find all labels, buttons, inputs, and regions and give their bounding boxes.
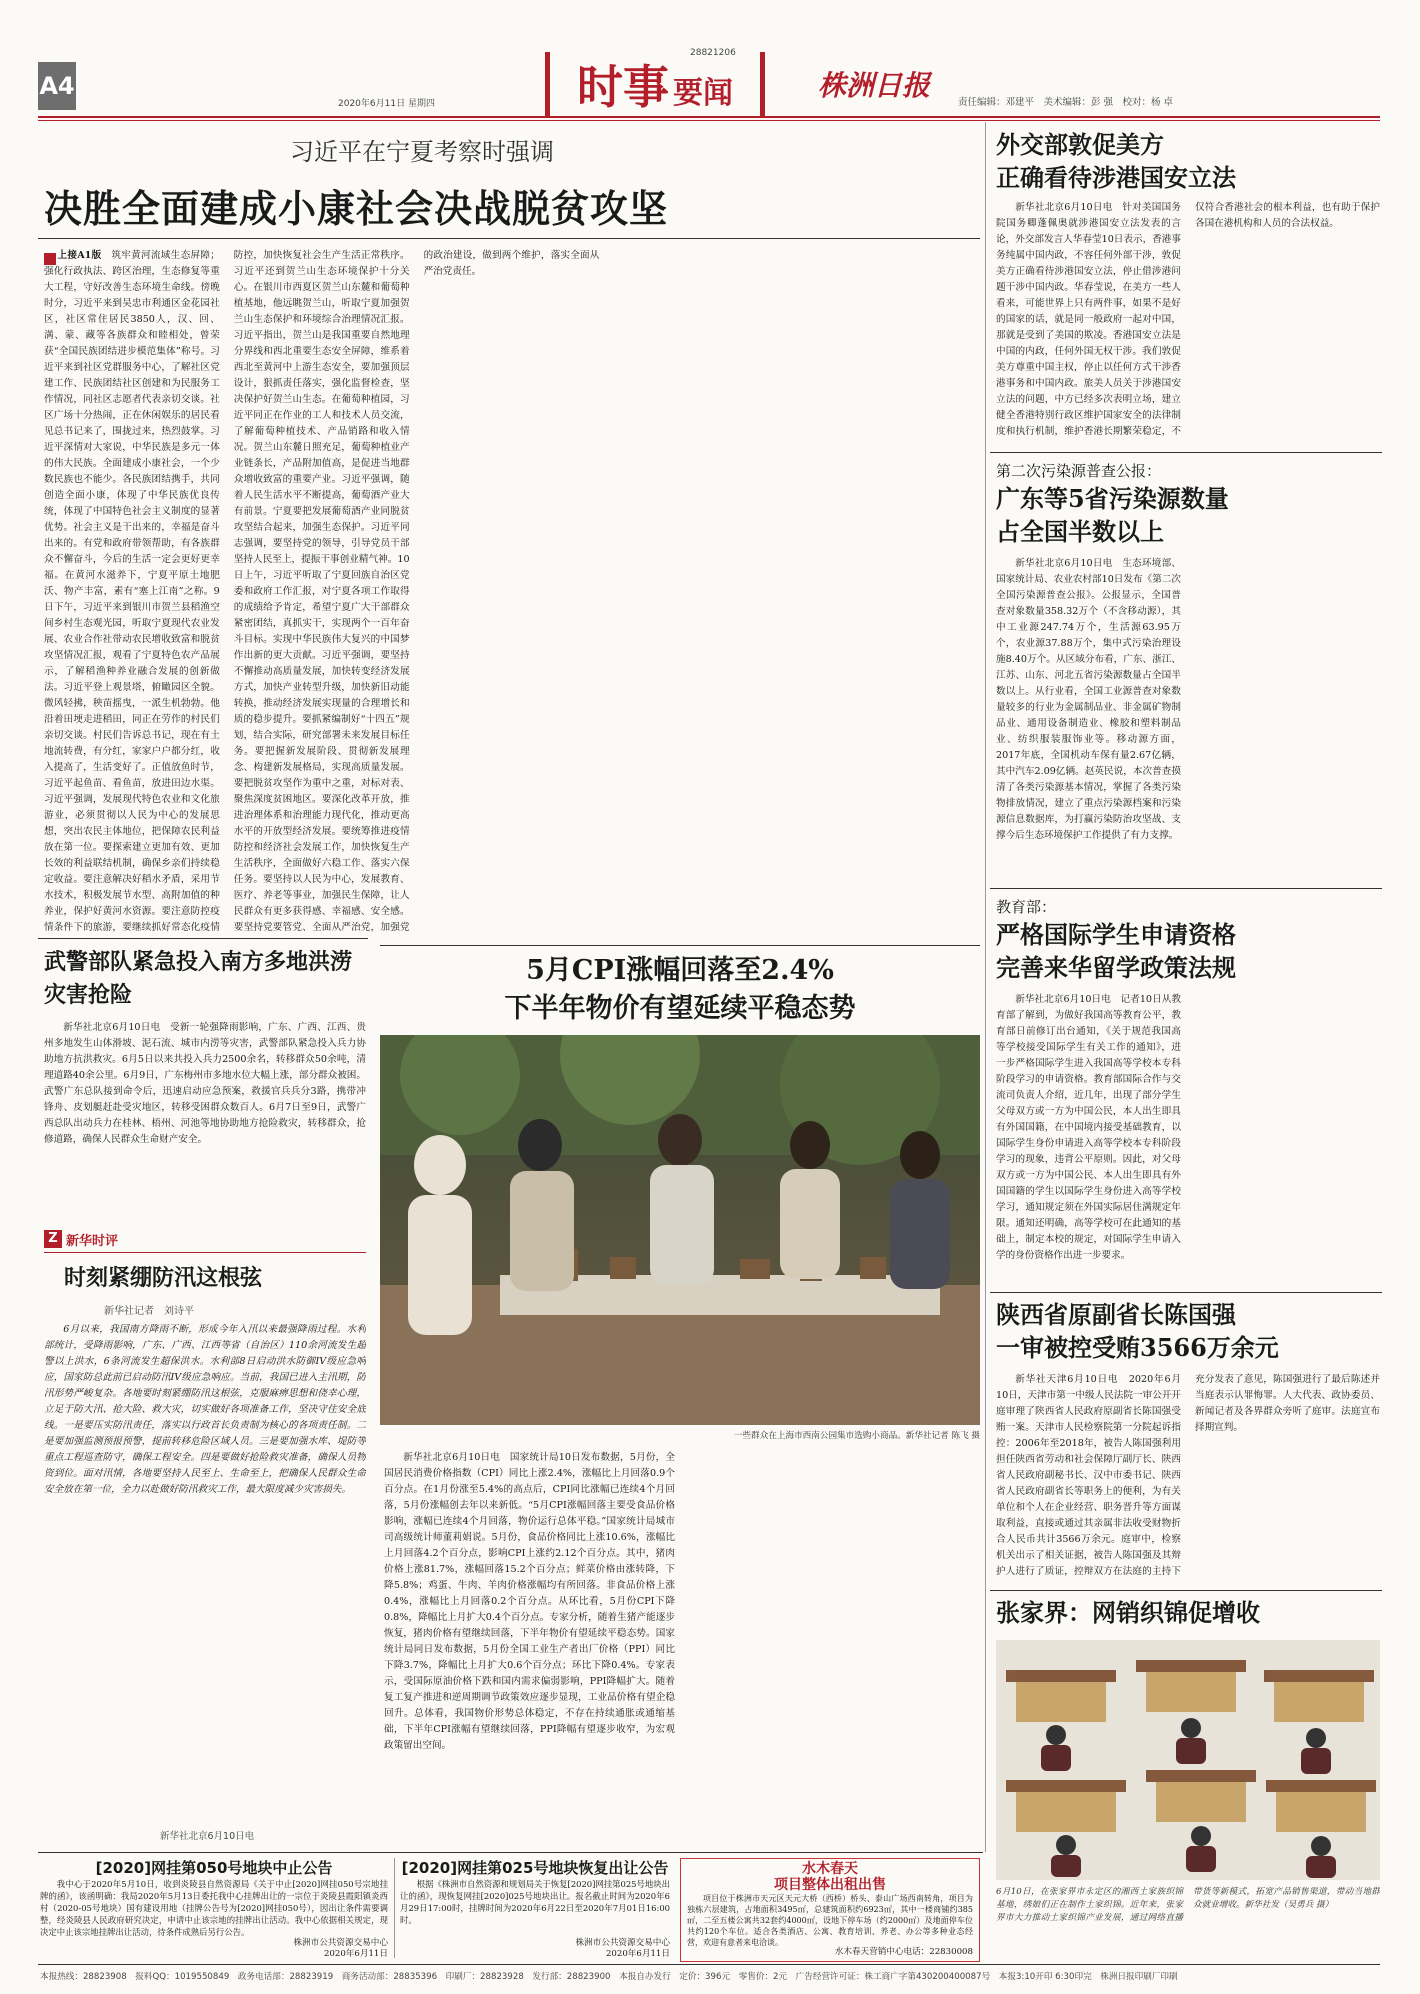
notice-025 — [400, 1858, 670, 1963]
masthead-rule-thin — [38, 120, 1380, 121]
notice-050-title: [2020]网挂第050号地块中止公告 — [95, 1859, 333, 1877]
notice-shuimu-text: 项目位于株洲市天元区天元大桥（西桥）桥头、泰山广场西南转角，项目为独栋六层建筑，占地面积3495㎡，总建筑面积约6923㎡，其中一楼商铺约385㎡，二至五楼公寓共32套约4000㎡，设地下停车场（约2000㎡）及地面停车位共约120个车位。适合各类酒店、公寓、教育培训、养老、办公等多种业态经营，欢迎有意者来电洽谈。 — [687, 1894, 973, 1947]
rule — [44, 1252, 366, 1253]
xinhua-byline: 新华社记者 刘诗平 — [104, 1306, 194, 1317]
education-title-line2: 完善来华留学政策法规 — [996, 953, 1236, 982]
cpi-photo — [380, 1035, 980, 1425]
lead-tag: 上接A1版 — [57, 250, 102, 261]
pollution-text: 新华社北京6月10日电 生态环境部、国家统计局、农业农村部10日发布《第二次全国污染源普查公报》。公报显示，全国普查对象数量358.32万个（不含移动源），其中工业源247.74万个，生活源63.95万个，农业源37.88万个，集中式污染治理设施8.40万个。从区域分布看，广东、浙江、江苏、山东、河北五省污染源数量占全国半数以上。从行业看，全国工业源普查对象数量较多的行业为金属制品业、非金属矿物制品业、通用设备制造业、橡胶和塑料制品业、纺织服装服饰业等。移动源方面，2017年底，全国机动车保有量2.67亿辆，其中汽车2.09亿辆。赵英民说，本次普查摸清了各类污染源基本情况，掌握了各类污染物排放情况，建立了重点污染源档案和污染源信息数据库，为打赢污染防治攻坚战、支撑今后生态环境保护工作提供了有力支撑。 — [996, 558, 1181, 841]
rule — [990, 1292, 1382, 1293]
masthead-rule — [38, 116, 1380, 118]
notice-050-date: 2020年6月11日 — [323, 1949, 388, 1959]
pollution-body — [996, 556, 1380, 880]
zjj-caption-text: 6月10日，在张家界市永定区的湘西土家族织锦基地，绣娘们正在制作土家织锦。近年来，张家界市大力推动土家织锦产业发展，通过网络直播带货等新模式，拓宽产品销售渠道，带动当地群众就业增收。新华社发（吴勇兵 摄） — [996, 1887, 1380, 1923]
notice-025-sign: 株洲市公共资源交易中心 — [575, 1938, 670, 1948]
zjj-headline: 张家界：网销织锦促增收 — [996, 1598, 1260, 1627]
footer-info: 本报热线：28823908 报料QQ：1019550849 政务电话部：28823919 商务活动部：28835396 印刷厂：28823928 发行部：28823900 本报自办发行 定价：396元 零售价：2元 广告经营许可证：株工商广字第430200400087号 本报3:10开印 6:30印完 株洲日报印刷厂印刷 — [40, 1972, 1178, 1982]
education-body — [996, 992, 1380, 1284]
lead-text: 筑牢黄河流域生态屏障；强化行政执法、跨区治理，生态修复等重大工程，守好改善生态环境生命线。傍晚时分，习近平来到吴忠市利通区金花园社区，社区常住居民3850人，汉、回、满、蒙、藏等各族群众和睦相处，曾荣获“全国民族团结进步模范集体”称号。习近平来到社区党群服务中心，了解社区党建工作、民族团结社区创建和为民服务工作情况，同社区志愿者代表亲切交谈。社区广场十分热闹，正在休闲娱乐的居民看见总书记来了，围拢过来，热烈鼓掌。习近平深情对大家说，中华民族是多元一体的伟大民族。全面建成小康社会，一个少数民族也不能少。各民族团结携手，共同创造全面小康，体现了中华民族优良传统，体现了中国特色社会主义制度的显著优势。社会主义是干出来的，幸福是奋斗出来的。有党和政府带领帮助，有各族群众不懈奋斗，今后的生活一定会更好更幸福。在黄河水滋养下，宁夏平原土地肥沃、物产丰富，素有“塞上江南”之称。9日下午，习近平来到银川市贺兰县稻渔空间乡村生态观光园，听取宁夏现代农业发展、农业合作社带动农民增收致富和脱贫攻坚情况汇报，观看了宁夏特色农产品展示，了解稻渔种养业融合发展的创新做法。习近平登上观景塔，俯瞰园区全貌。微风轻拂，秧苗摇曳，一派生机勃勃。他沿着田埂走进稻田，同正在劳作的村民们亲切交谈。村民们告诉总书记，现在有土地流转费，有分红，家家户户都分红，收入提高了，生活变好了。正值放鱼时节，习近平起鱼苗、看鱼苗，放进田边水渠。习近平强调，发展现代特色农业和文化旅游业，必须贯彻以人民为中心的发展思想，突出农民主体地位，把保障农民利益放在第一位。要探索建立更加有效、更加长效的利益联结机制，确保乡亲们持续稳定收益。要注意解决好稻水矛盾，采用节水技术，积极发展节水型、高附加值的种养业，保护好黄河水资源。要注意防控疫情条件下的旅游，要继续抓好常态化疫情防控，加快恢复社会生产生活正常秩序。习近平还到贺兰山生态环境保护十分关心。在银川市西夏区贺兰山东麓和葡萄种植基地，他远眺贺兰山，听取宁夏加强贺兰山生态保护和环境综合治理情况汇报。习近平指出，贺兰山是我国重要自然地理分界线和西北重要生态安全屏障，维系着西北至黄河中上游生态安全，要加强顶层设计，狠抓责任落实，强化监督检查，坚决保护好贺兰山生态。在葡萄种植园，习近平同正在作业的工人和技术人员交流，了解葡萄种植技术、产品销路和收入情况。贺兰山东麓日照充足，葡萄种植业产业链条长，产品附加值高，是促进当地群众增收致富的重要产业。习近平强调，随着人民生活水平不断提高，葡萄酒产业大有前景。宁夏要把发展葡萄酒产业同脱贫攻坚结合起来，加强生态保护。习近平同志强调，要坚持党的领导，引导党员干部坚持人民至上，提振干事创业精气神。10日上午，习近平听取了宁夏回族自治区党委和政府工作汇报，对宁夏各项工作取得的成绩给予肯定，希望宁夏广大干部群众紧密团结，真抓实干，实现两个一百年奋斗目标。实现中华民族伟大复兴的中国梦作出新的更大贡献。习近平强调，要坚持不懈推动高质量发展，加快转变经济发展方式，加快产业转型升级，加快新旧动能转换，推动经济发展实现量的合理增长和质的稳步提升。要抓紧编制好“十四五”规划，结合实际，研究部署未来发展目标任务。要把握新发展阶段、贯彻新发展理念、构建新发展格局，实现高质量发展。要把脱贫攻坚作为重中之重，对标对表、聚焦深度贫困地区。要深化改革开放，推进治理体系和治理能力现代化，推动更高水平的开放型经济发展。要统筹推进疫情防控和经济社会发展工作，加快恢复生产生活秩序，全面做好六稳工作、落实六保任务。要坚持以人民为中心，发展教育、医疗、养老等事业，加强民生保障，让人民群众有更多获得感、幸福感、安全感。要坚持党要管党、全面从严治党，加强党的政治建设，做到两个维护，落实全面从严治党责任。 — [44, 250, 600, 933]
notice-shuimu-contact: 水木春天营销中心电话：22830008 — [834, 1947, 973, 1957]
notice-050-sign: 株洲市公共资源交易中心 — [293, 1938, 388, 1948]
xinhua-headline: 时刻紧绷防汛这根弦 — [64, 1265, 263, 1291]
xinhua-dateline: 新华社北京6月10日电 — [160, 1831, 255, 1842]
rule — [380, 945, 980, 946]
wujing-text: 新华社北京6月10日电 受新一轮强降雨影响，广东、广西、江西、贵州多地发生山体滑坡、泥石流、城市内涝等灾害，武警部队紧急投入兵力协助地方抗洪救灾。6月5日以来共投入兵力2500余名，转移群众50余吨，清理道路40余公里。6月9日，广东梅州市多地水位大幅上涨，部分群众被困。武警广东总队接到命令后，迅速启动应急预案，救援官兵兵分3路，携带冲锋舟、皮划艇赶赴受灾地区，转移受困群众数百人。6月7日至9日，武警广西总队出动兵力在桂林、梧州、河池等地协助地方抢险救灾，转移群众，抢修道路，确保人民群众生命财产安全。 — [44, 1022, 366, 1145]
hotline-number: 28821206 — [690, 48, 736, 58]
newspaper-page: A4 2020年6月11日 星期四 时事 要闻 28821206 株洲日报 责任编辑：邓建平 美术编辑：彭 强 校对：杨 卓 习近平在宁夏考察时强调 决胜全面建成小康社会决战脱贫攻坚 上接A1版 筑牢黄河流域生态屏障；强化行政执法、跨区治理，生态修复等重大工程，守好改善生态环境生命线。傍晚时分，习近平来到吴忠市利通区金花园社区，社区常住居民3850人，汉、回、满、蒙、藏等各族群众和睦相处，曾荣获“全国民族团结进步模范集体”称号。习近平来到社区党群服务中心，了解社区党建工作、民族团结社区创建和为民服务工作情况，同社区志愿者代表亲切交谈。社区广场十分热闹，正在休闲娱乐的居民看见总书记来了，围拢过来，热烈鼓掌。习近平深情对大家说，中华民族是多元一体的伟大民族。全面建成小康社会，一个少数民族也不能少。各民族团结携手，共同创造全面小康，体现了中华民族优良传统，体现了中国特色社会主义制度的显著优势。社会主义是干出来的，幸福是奋斗出来的。有党和政府带领帮助，有各族群众不懈奋斗，今后的生活一定会更好更幸福。在黄河水滋养下，宁夏平原土地肥沃、物产丰富，素有“塞上江南”之称。9日下午，习近平来到银川市贺兰县稻渔空间乡村生态观光园，听取宁夏现代农业发展、农业合作社带动农民增收致富和脱贫攻坚情况汇报，观看了宁夏特色农产品展示，了解稻渔种养业融合发展的创新做法。习近平登上观景塔，俯瞰园区全貌。微风轻拂，秧苗摇曳，一派生机勃勃。他沿着田埂走进稻田，同正在劳作的村民们亲切交谈。村民们告诉总书记，现在有土地流转费，有分红，家家户户都分红，收入提高了，生活变好了。正值放鱼时节，习近平起鱼苗、看鱼苗，放进田边水渠。习近平强调，发展现代特色农业和文化旅游业，必须贯彻以人民为中心的发展思想，突出农民主体地位，把保障农民利益放在第一位。要探索建立更加有效、更加长效的利益联结机制，确保乡亲们持续稳定收益。要注意解决好稻水矛盾，采用节水技术，积极发展节水型、高附加值的种养业，保护好黄河水资源。要注意防控疫情条件下的旅游，要继续抓好常态化疫情防控，加快恢复社会生产生活正常秩序。习近平还到贺兰山生态环境保护十分关心。在银川市西夏区贺兰山东麓和葡萄种植基地，他远眺贺兰山，听取宁夏加强贺兰山生态保护和环境综合治理情况汇报。习近平指出，贺兰山是我国重要自然地理分界线和西北重要生态安全屏障，维系着西北至黄河中上游生态安全，要加强顶层设计，狠抓责任落实，强化监督检查，坚决保护好贺兰山生态。在葡萄种植园，习近平同正在作业的工人和技术人员交流，了解葡萄种植技术、产品销路和收入情况。贺兰山东麓日照充足，葡萄种植业产业链条长，产品附加值高，是促进当地群众增收致富的重要产业。习近平强调，随着人民生活水平不断提高，葡萄酒产业大有前景。宁夏要把发展葡萄酒产业同脱贫攻坚结合起来，加强生态保护。习近平同志强调，要坚持党的领导，引导党员干部坚持人民至上，提振干事创业精气神。10日上午，习近平听取了宁夏回族自治区党委和政府工作汇报，对宁夏各项工作取得的成绩给予肯定，希望宁夏广大干部群众紧密团结，真抓实干，实现两个一百年奋斗目标。实现中华民族伟大复兴的中国梦作出新的更大贡献。习近平强调，要坚持不懈推动高质量发展，加快转变经济发展方式，加快产业转型升级，加快新旧动能转换，推动经济发展实现量的合理增长和质的稳步提升。要抓紧编制好“十四五”规划，结合实际，研究部署未来发展目标任务。要把握新发展阶段、贯彻新发展理念、构建新发展格局，实现高质量发展。要把脱贫攻坚作为重中之重，对标对表、聚焦深度贫困地区。要深化改革开放，推进治理体系和治理能力现代化，推动更高水平的开放型经济发展。要统筹推进疫情防控和经济社会发展工作，加快恢复生产生活秩序，全面做好六稳工作、落实六保任务。要坚持以人民为中心，发展教育、医疗、养老等事业，加强民生保障，让人民群众有更多获得感、幸福感、安全感。要坚持党要管党、全面从严治党，加强党的政治建设，做到两个维护，落实全面从严治党责任。 武警部队紧急投入南方多地洪涝灾害抢险 新华社北京6月10日电 受新一轮强降雨影响，广东、广西、江西、贵州多地发生山体滑坡、泥石流、城市内涝等灾害，武警部队紧急投入兵力协助地方抗洪救灾。6月5日以来共投入兵力2500余名，转移群众50余吨，清理道路40余公里。6月9日，广东梅州市多地水位大幅上涨，部分群众被困。武警广东总队接到命令后，迅速启动应急预案，救援官兵兵分3路，携带冲锋舟、皮划艇赶赴受灾地区，转移受困群众数百人。6月7日至9日，武警广西总队出动兵力在桂林、梧州、河池等地协助地方抢险救灾，转移群众，抢修道路，确保人民群众生命财产安全。 Z 新华时评 时刻紧绷防汛这根弦 新华社记者 刘诗平 6月以来，我国南方降雨不断，形成今年入汛以来最强降雨过程。水利部统计，受降雨影响，广东、广西、江西等省（自治区）110余河流发生超警以上洪水，6条河流发生超保洪水。水利部8日启动洪水防御IV级应急响应，国家防总此前已启动防汛IV级应急响应。当前，我国已进入主汛期，防汛形势严峻复杂。各地要时刻紧绷防汛这根弦，克服麻痹思想和侥幸心理，立足于防大汛、抢大险、救大灾，切实做好各项准备工作，坚决守住安全底线。一是要压实防汛责任，落实以行政首长负责制为核心的各项责任制。二是要加强监测预报预警，提前转移危险区域人员。三是要加强水库、堤防等重点工程巡查防守，确保工程安全。四是要做好抢险救灾准备，确保人员物资到位。面对汛情，各地要坚持人民至上、生命至上，把确保人民群众生命安全放在第一位，全力以赴做好防汛救灾工作，最大限度减少灾害损失。 新华社北京6月10日电 5月CPI涨幅回落至2.4% 下半年物价有望延续平稳态势 一些群众在上海市西南公园集市选购小商品。新华社记者 陈飞 摄 新华社北京6月10日电 国家统计局10日发布数据，5月份，全国居民消费价格指数（CPI）同比上涨2.4%，涨幅比上月回落0.9个百分点。在1月份涨至5.4%的高点后，CPI同比涨幅已连续4个月回落，5月份涨幅创去年以来新低。“5月CPI涨幅回落主要受食品价格影响，涨幅已连续4个月回落，物价运行总体平稳。”国家统计局城市司高级统计师董莉娟说。5月份，食品价格同比上涨10.6%，涨幅比上月回落4.2个百分点，影响CPI上涨约2.12个百分点。其中，猪肉价格上涨81.7%，涨幅回落15.2个百分点；鲜菜价格由涨转降，下降5.8%；鸡蛋、牛肉、羊肉价格涨幅均有所回落。非食品价格上涨0.4%，涨幅比上月回落0.2个百分点。从环比看，5月份CPI下降0.8%，降幅比上月扩大0.4个百分点。专家分析，随着生猪产能逐步恢复，猪肉价格有望继续回落，下半年物价有望延续平稳态势。国家统计局同日发布数据，5月份全国工业生产者出厂价格（PPI）同比下降3.7%，降幅比上月扩大0.6个百分点；环比下降0.4%。专家表示，受国际原油价格下跌和国内需求偏弱影响，PPI降幅扩大。随着复工复产推进和逆周期调节政策效应逐步显现，工业品价格有望企稳回升。总体看，我国物价形势总体稳定，不存在持续通胀或通缩基础，下半年CPI涨幅有望继续回落，PPI降幅有望逐步收窄，为宏观政策留出空间。 外交部敦促美方 正确看待涉港国安立法 新华社北京6月10日电 针对美国国务院国务卿蓬佩奥就涉港国安立法发表的言论，外交部发言人华春莹10日表示，香港事务纯属中国内政，不容任何外部干涉，敦促美方正确看待涉港国安立法，停止借涉港问题干涉中国内政。华春莹说，在美方一些人看来，可能世界上只有两件事，如果不是好的国家的话，就是同一般政府一起对中国，那就是受到了美国的欺凌。香港国安立法是中国的内政，任何外国无权干涉。我们敦促美方尊重中国主权，停止以任何方式干涉香港事务和中国内政。旅美人员关于涉港国安立法的问题，中方已经多次表明立场，建立健全香港特别行政区维护国家安全的法律制度和执行机制，维护香港长期繁荣稳定，不仅符合香港社会的根本利益，也有助于保护各国在港机构和人员的合法权益。 第二次污染源普查公报： 广东等5省污染源数量 占全国半数以上 新华社北京6月10日电 生态环境部、国家统计局、农业农村部10日发布《第二次全国污染源普查公报》。公报显示，全国普查对象数量358.32万个（不含移动源），其中工业源247.74万个，生活源63.95万个，农业源37.88万个，集中式污染治理设施8.40万个。从区域分布看，广东、浙江、江苏、山东、河北五省污染源数量占全国半数以上。从行业看，全国工业源普查对象数量较多的行业为金属制品业、非金属矿物制品业、通用设备制造业、橡胶和塑料制品业、纺织服装服饰业等。移动源方面，2017年底，全国机动车保有量2.67亿辆，其中汽车2.09亿辆。赵英民说，本次普查摸清了各类污染源基本情况，掌握了各类污染物排放情况，建立了重点污染源档案和污染源信息数据库，为打赢污染防治攻坚战、支撑今后生态环境保护工作提供了有力支撑。 教育部： 严格国际学生申请资格 完善来华留学政策法规 新华社北京6月10日电 记者10日从教育部了解到，为做好我国高等教育公平，教育部日前修订出台通知，《关于规范我国高等学校接受国际学生有关工作的通知》，进一步严格国际学生进入我国高等学校本专科阶段学习的申请资格。教育部国际合作与交流司负责人介绍，近几年，出现了部分学生父母双方或一方为中国公民，本人出生即具有外国国籍，在中国境内接受基础教育，以国际学生身份申请进入高等学校本专科阶段学习的现象，违背公平原则。因此，对父母双方或一方为中国公民、本人出生即具有外国国籍的学生以国际学生身份进入高等学校学习，通知规定须在外国实际居住满规定年限。通知还明确，高等学校可在此通知的基础上，制定本校的规定，对国际学生申请入学的身份资格作出进一步要求。 陕西省原副省长陈国强 一审被控受贿3566万余元 新华社天津6月10日电 2020年6月10日，天津市第一中级人民法院一审公开开庭审理了陕西省人民政府原副省长陈国强受贿一案。天津市人民检察院第一分院起诉指控：2006年至2018年，被告人陈国强利用担任陕西省劳动和社会保障厅副厅长、陕西省人民政府副秘书长、汉中市委书记、陕西省人民政府副省长等职务上的便利，为有关单位和个人在企业经营、职务晋升等方面谋取利益，直接或通过其亲属非法收受财物折合人民币共计3566万余元。庭审中，检察机关出示了相关证据，被告人陈国强及其辩护人进行了质证，控辩双方在法庭的主持下充分发表了意见，陈国强进行了最后陈述并当庭表示认罪悔罪。人大代表、政协委员、新闻记者及各界群众旁听了庭审。法庭宣布择期宣判。 张家界：网销织锦促增收 6月10日，在张家界市永定区的湘西土家族织锦基地，绣娘们正在制作土家织锦。近年来，张家界市大力推动土家织锦产业发展，通过网络直播带货等新模式，拓宽产品销售渠道，带动当地群众就业增收。新华社发（吴勇兵 摄） [2020]网挂第050号地块中止公告 我中心于2020年5月10日，收到炎陵县自然资源局《关于中止[2020]网挂050号宗地挂牌的函》，该函明确：我局2020年5月13日委托我中心挂牌出让的一宗位于炎陵县霞阳镇炎西村（2020-05号地块）国有建设用地（挂牌公告号为[2020]网挂050号），因出让条件需要调整，经炎陵县人民政府研究决定，申请中止该宗地的挂牌出让活动。我中心依据相关规定，现决定中止该宗地挂牌出让活动，待条件成熟后另行公告。 株洲市公共资源交易中心 2020年6月11日 [2020]网挂第025号地块恢复出让公告 根据《株洲市自然资源和规划局关于恢复[2020]网挂第025号地块出让的函》，现恢复网挂[2020]025号地块出让。报名截止时间为2020年6月29日17:00时，挂牌时间为2020年6月22日至2020年7月01日16:00时。 株洲市公共资源交易中心 2020年6月11日 水木春天 项目整体出租出售 项目位于株洲市天元区天元大桥（西桥）桥头、泰山广场西南转角，项目为独栋六层建筑，占地面积3495㎡，总建筑面积约6923㎡，其中一楼商铺约385㎡，二至五楼公寓共32套约4000㎡，设地下停车场（约2000㎡）及地面停车位共约120个车位。适合各类酒店、公寓、教育培训、养老、办公等多种业态经营，欢迎有意者来电洽谈。 水木春天营销中心电话：22830008 本报热线：28823908 报料QQ：1019550849 政务电话部：28823919 商务活动部：28835396 印刷厂：28823928 发行部：28823900 本报自办发行 定价：396元 零售价：2元 广告经营许可证：株工商广字第430200400087号 本报3:10开印 6:30印完 株洲日报印刷厂印刷 — [39, 48, 1380, 1982]
notice-025-date: 2020年6月11日 — [605, 1949, 670, 1959]
section-subtitle: 要闻 — [673, 76, 733, 111]
rule — [394, 1858, 395, 1958]
rule — [990, 1590, 1382, 1591]
cpi-headline — [380, 952, 980, 1028]
notices-rule — [38, 1852, 983, 1853]
editor-credits: 责任编辑：邓建平 美术编辑：彭 强 校对：杨 卓 — [958, 97, 1174, 108]
wujing-body — [44, 1020, 366, 1218]
education-title-line1: 严格国际学生申请资格 — [996, 920, 1236, 949]
education-headline — [996, 918, 1376, 984]
foreign-headline — [996, 128, 1376, 194]
foreign-title-line2: 正确看待涉港国安立法 — [996, 163, 1236, 192]
market-photo-illustration — [380, 1035, 980, 1425]
pollution-kicker: 第二次污染源普查公报： — [996, 462, 1162, 480]
foreign-text: 新华社北京6月10日电 针对美国国务院国务卿蓬佩奥就涉港国安立法发表的言论，外交部发言人华春莹10日表示，香港事务纯属中国内政，不容任何外部干涉，敦促美方正确看待涉港国安立法，停止借涉港问题干涉中国内政。华春莹说，在美方一些人看来，可能世界上只有两件事，如果不是好的国家的话，就是同一般政府一起对中国，那就是受到了美国的欺凌。香港国安立法是中国的内政，任何外国无权干涉。我们敦促美方尊重中国主权，停止以任何方式干涉香港事务和中国内政。旅美人员关于涉港国安立法的问题，中方已经多次表明立场，建立健全香港特别行政区维护国家安全的法律制度和执行机制，维护香港长期繁荣稳定，不仅符合香港社会的根本利益，也有助于保护各国在港机构和人员的合法权益。 — [996, 202, 1380, 437]
pollution-title-line1: 广东等5省污染源数量 — [996, 484, 1229, 513]
pollution-title-line2: 占全国半数以上 — [996, 517, 1164, 546]
education-text: 新华社北京6月10日电 记者10日从教育部了解到，为做好我国高等教育公平，教育部日前修订出台通知，《关于规范我国高等学校接受国际学生有关工作的通知》，进一步严格国际学生进入我国高等学校本专科阶段学习的申请资格。教育部国际合作与交流司负责人介绍，近几年，出现了部分学生父母双方或一方为中国公民，本人出生即具有外国国籍，在中国境内接受基础教育，以国际学生身份申请进入高等学校本专科阶段学习的现象，违背公平原则。因此，对父母双方或一方为中国公民、本人出生即具有外国国籍的学生以国际学生身份进入高等学校学习，通知规定须在外国实际居住满规定年限。通知还明确，高等学校可在此通知的基础上，制定本校的规定，对国际学生申请入学的身份资格作出进一步要求。 — [996, 994, 1181, 1261]
cpi-text: 新华社北京6月10日电 国家统计局10日发布数据，5月份，全国居民消费价格指数（CPI）同比上涨2.4%，涨幅比上月回落0.9个百分点。在1月份涨至5.4%的高点后，CPI同比涨幅已连续4个月回落，5月份涨幅创去年以来新低。“5月CPI涨幅回落主要受食品价格影响，涨幅已连续4个月回落，物价运行总体平稳。”国家统计局城市司高级统计师董莉娟说。5月份，食品价格同比上涨10.6%，涨幅比上月回落4.2个百分点，影响CPI上涨约2.12个百分点。其中，猪肉价格上涨81.7%，涨幅回落15.2个百分点；鲜菜价格由涨转降，下降5.8%；鸡蛋、牛肉、羊肉价格涨幅均有所回落。非食品价格上涨0.4%，涨幅比上月回落0.2个百分点。从环比看，5月份CPI下降0.8%，降幅比上月扩大0.4个百分点。专家分析，随着生猪产能逐步恢复，猪肉价格有望继续回落，下半年物价有望延续平稳态势。国家统计局同日发布数据，5月份全国工业生产者出厂价格（PPI）同比下降3.7%，降幅比上月扩大0.6个百分点；环比下降0.4%。专家表示，受国际原油价格下跌和国内需求偏弱影响，PPI降幅扩大。随着复工复产推进和逆周期调节政策效应逐步显现，工业品价格有望企稳回升。总体看，我国物价形势总体稳定，不存在持续通胀或通缩基础，下半年CPI涨幅有望继续回落，PPI降幅有望逐步收窄，为宏观政策留出空间。 — [384, 1452, 675, 1751]
notice-shuimu — [680, 1858, 980, 1962]
zjj-caption — [996, 1886, 1380, 1950]
weaving-photo-illustration — [996, 1640, 1380, 1880]
shaanxi-text: 新华社天津6月10日电 2020年6月10日，天津市第一中级人民法院一审公开开庭审理了陕西省人民政府原副省长陈国强受贿一案。天津市人民检察院第一分院起诉指控：2006年至2018年，被告人陈国强利用担任陕西省劳动和社会保障厅副厅长、陕西省人民政府副秘书长、汉中市委书记、陕西省人民政府副省长等职务上的便利，为有关单位和个人在企业经营、职务晋升等方面谋取利益，直接或通过其亲属非法收受财物折合人民币共计3566万余元。庭审中，检察机关出示了相关证据，被告人陈国强及其辩护人进行了质证，控辩双方在法庭的主持下充分发表了意见，陈国强进行了最后陈述并当庭表示认罪悔罪。人大代表、政协委员、新闻记者及各界群众旁听了庭审。法庭宣布择期宣判。 — [996, 1374, 1380, 1577]
shaanxi-title-line2: 一审被控受贿3566万余元 — [996, 1333, 1279, 1362]
education-kicker: 教育部： — [996, 898, 1057, 916]
cpi-body — [384, 1450, 980, 1845]
pollution-headline — [996, 482, 1376, 548]
cpi-photo-caption: 一些群众在上海市西南公园集市选购小商品。新华社记者 陈飞 摄 — [733, 1431, 980, 1441]
zjj-photo — [996, 1640, 1380, 1880]
shaanxi-headline — [996, 1298, 1376, 1364]
cpi-title-line1: 5月CPI涨幅回落至2.4% — [526, 955, 834, 986]
notice-shuimu-title-line2: 项目整体出租出售 — [774, 1877, 886, 1893]
section-logo — [545, 52, 765, 116]
lead-headline: 决胜全面建成小康社会决战脱贫攻坚 — [44, 187, 669, 231]
xinhua-column-tag: 新华时评 — [66, 1234, 119, 1249]
shaanxi-title-line1: 陕西省原副省长陈国强 — [996, 1300, 1236, 1329]
lead-kicker: 习近平在宁夏考察时强调 — [290, 138, 554, 166]
foreign-body — [996, 200, 1380, 445]
notice-050-text: 我中心于2020年5月10日，收到炎陵县自然资源局《关于中止[2020]网挂050号宗地挂牌的函》，该函明确：我局2020年5月13日委托我中心挂牌出让的一宗位于炎陵县霞阳镇炎西村（2020-05号地块）国有建设用地（挂牌公告号为[2020]网挂050号），因出让条件需要调整，经炎陵县人民政府研究决定，申请中止该宗地的挂牌出让活动。我中心依据相关规定，现决定中止该宗地挂牌出让活动，待条件成熟后另行公告。 — [40, 1879, 388, 1937]
paper-logo: 株洲日报 — [818, 69, 931, 102]
rule — [990, 888, 1382, 889]
notice-025-text: 根据《株洲市自然资源和规划局关于恢复[2020]网挂第025号地块出让的函》，现恢复网挂[2020]025号地块出让。报名截止时间为2020年6月29日17:00时，挂牌时间为2020年6月22日至2020年7月01日16:00时。 — [400, 1879, 670, 1925]
foreign-title-line1: 外交部敦促美方 — [996, 130, 1164, 159]
rule — [990, 452, 1382, 453]
notice-050 — [40, 1858, 388, 1963]
notice-shuimu-title-line1: 水木春天 — [802, 1861, 858, 1877]
notice-025-title: [2020]网挂第025号地块恢复出让公告 — [401, 1859, 669, 1877]
wujing-headline: 武警部队紧急投入南方多地洪涝灾害抢险 — [44, 949, 353, 1008]
footer-rule — [38, 1964, 1380, 1965]
xinhua-text: 6月以来，我国南方降雨不断，形成今年入汛以来最强降雨过程。水利部统计，受降雨影响，广东、广西、江西等省（自治区）110余河流发生超警以上洪水，6条河流发生超保洪水。水利部8日启动洪水防御IV级应急响应，国家防总此前已启动防汛IV级应急响应。当前，我国已进入主汛期，防汛形势严峻复杂。各地要时刻紧绷防汛这根弦，克服麻痹思想和侥幸心理，立足于防大汛、抢大险、救大灾，切实做好各项准备工作，坚决守住安全底线。一是要压实防汛责任，落实以行政首长负责制为核心的各项责任制。二是要加强监测预报预警，提前转移危险区域人员。三是要加强水库、堤防等重点工程巡查防守，确保工程安全。四是要做好抢险救灾准备，确保人员物资到位。面对汛情，各地要坚持人民至上、生命至上，把确保人民群众生命安全放在第一位，全力以赴做好防汛救灾工作，最大限度减少灾害损失。 — [44, 1324, 366, 1495]
rule — [38, 938, 368, 939]
lead-rule — [38, 238, 980, 239]
section-title: 时事 — [577, 60, 669, 114]
page-number: A4 — [38, 62, 76, 110]
shaanxi-body — [996, 1372, 1380, 1584]
xinhua-body — [44, 1322, 366, 1822]
cpi-title-line2: 下半年物价有望延续平稳态势 — [504, 993, 856, 1024]
column-divider — [985, 122, 986, 1852]
lead-body — [44, 248, 979, 938]
xinhua-logo-icon: Z — [44, 1230, 62, 1248]
